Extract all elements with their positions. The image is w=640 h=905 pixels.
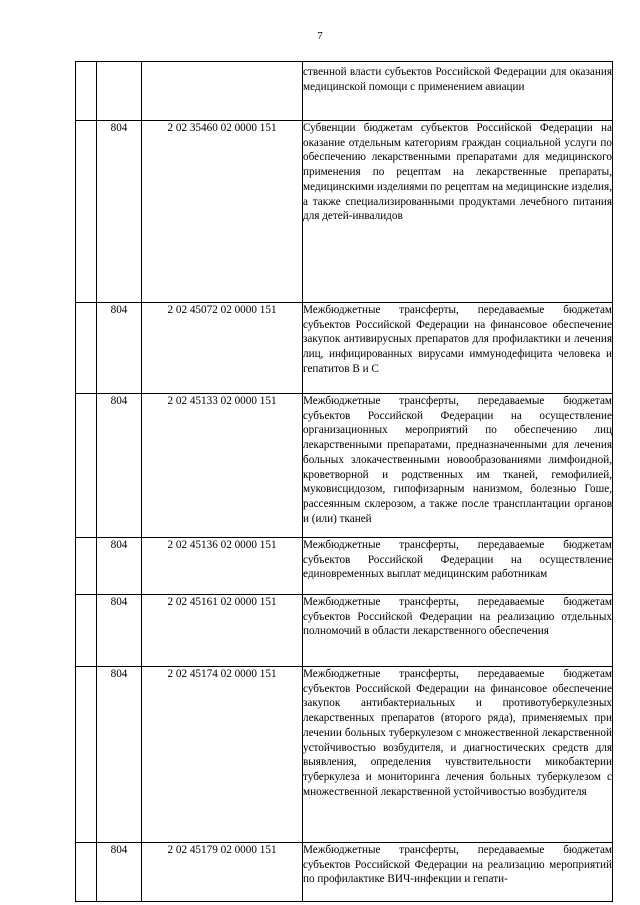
description-cell: Межбюджетные трансферты, передаваемые бюджетам субъектов Российской Федерации на реализацию отдельных полномочий в области лекарственного обеспечения [303,595,613,667]
table-row [76,303,613,394]
blank-cell [76,843,97,902]
budget-code-cell: 2 02 45072 02 0000 151 [142,303,303,394]
admin-code-cell: 804 [97,538,142,595]
description-cell: Межбюджетные трансферты, передаваемые бюджетам субъектов Российской Федерации на осуществление организационных мероприятий по обеспечению лиц лекарственными препаратами, предназначенными для лечения больных злокачественными новообразованиями лимфоидной, кроветворной и родственных им тканей, гемофилией, муковисцидозом, гипофизарным нанизмом, болезнью Гоше, рассеянным склерозом, а также после трансплантации органов и (или) тканей [303,394,613,538]
table-row [76,538,613,595]
blank-cell [76,121,97,303]
blank-cell [76,595,97,667]
table-row [76,595,613,667]
table-row [76,667,613,843]
budget-code-cell: 2 02 45179 02 0000 151 [142,843,303,902]
admin-code-cell: 804 [97,667,142,843]
admin-code-cell: 804 [97,121,142,303]
blank-cell [76,303,97,394]
blank-cell [76,62,97,121]
description-cell: Межбюджетные трансферты, передаваемые бюджетам субъектов Российской Федерации на финансовое обеспечение закупок антивирусных препаратов для профилактики и лечения лиц, инфицированных вирусами иммунодефицита человека и гепатитов В и С [303,303,613,394]
blank-cell [76,394,97,538]
budget-code-cell: 2 02 45133 02 0000 151 [142,394,303,538]
page-number: 7 [317,30,323,42]
table-row [76,62,613,121]
admin-code-cell: 804 [97,595,142,667]
blank-cell [76,667,97,843]
description-cell: ственной власти субъектов Российской Федерации для оказания медицинской помощи с применением авиации [303,62,613,121]
admin-code-cell: 804 [97,843,142,902]
admin-code-cell [97,62,142,121]
budget-code-cell [142,62,303,121]
description-cell: Межбюджетные трансферты, передаваемые бюджетам субъектов Российской Федерации на финансовое обеспечение закупок антибактериальных и противотуберкулезных лекарственных препаратов (второго ряда), применяемых при лечении больных туберкулезом с множественной лекарственной устойчивостью возбудителя, и диагностических средств для выявления, определения чувствительности микобактерии туберкулеза и мониторинга лечения больных туберкулезом с множественной лекарственной устойчивостью возбудителя [303,667,613,843]
budget-code-cell: 2 02 35460 02 0000 151 [142,121,303,303]
budget-code-cell: 2 02 45174 02 0000 151 [142,667,303,843]
description-cell: Субвенции бюджетам субъектов Российской Федерации на оказание отдельным категориям граждан социальной услуги по обеспечению лекарственными препаратами для медицинского применения по рецептам на лекарственные препараты, медицинскими изделиями по рецептам на медицинские изделия, а также специализированными продуктами лечебного питания для детей-инвалидов [303,121,613,303]
description-cell: Межбюджетные трансферты, передаваемые бюджетам субъектов Российской Федерации на осуществление единовременных выплат медицинским работникам [303,538,613,595]
table-row [76,394,613,538]
table-row [76,843,613,902]
admin-code-cell: 804 [97,394,142,538]
budget-code-cell: 2 02 45136 02 0000 151 [142,538,303,595]
budget-code-cell: 2 02 45161 02 0000 151 [142,595,303,667]
blank-cell [76,538,97,595]
budget-classification-table [75,61,613,902]
description-cell: Межбюджетные трансферты, передаваемые бюджетам субъектов Российской Федерации на реализацию мероприятий по профилактике ВИЧ-инфекции и гепати- [303,843,613,902]
admin-code-cell: 804 [97,303,142,394]
table-row [76,121,613,303]
